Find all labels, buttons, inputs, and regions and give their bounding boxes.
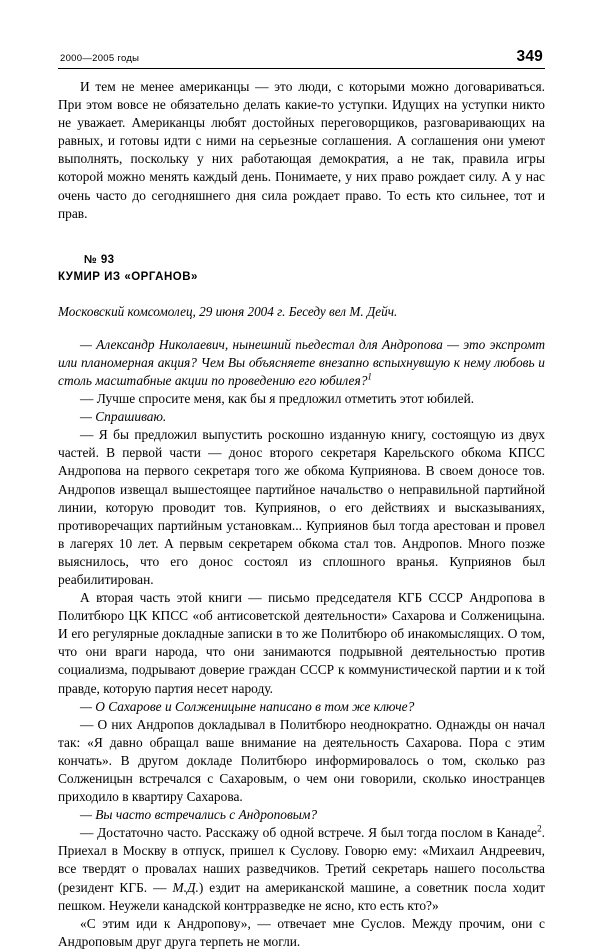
footnote-marker-1: 1 <box>367 371 372 382</box>
question-1-text: — Александр Николаевич, нынешний пьедестал для Андропова — это экспромт или планомерная акция? Чем Вы объясняете внезапно вспыхнувшую к нему любовь и столь масштабные акции по проведению его юбилея? <box>58 336 545 388</box>
paragraph-answer-5: «С этим иди к Андропову», — отвечает мне Суслов. Между прочим, они с Андроповым друг друга терпеть не могли. <box>58 915 545 949</box>
text-block <box>58 78 545 951</box>
footnote-marker-2: 2 <box>537 823 542 834</box>
spacer-after-source <box>58 320 545 336</box>
answer-4-part-2: . Приехал в Москву в отпуск, пришел к Суслову. Говорю ему: «Михаил Андреевич, все твердят о провалах наших разведчиков. Третий секретарь нашего посольства (резидент КГБ. — <box>58 825 545 895</box>
page-number: 349 <box>516 48 543 65</box>
source-attribution: Московский комсомолец, 29 июня 2004 г. Беседу вел М. Дейч. <box>58 303 398 319</box>
paragraph-answer-2: — Я бы предложил выпустить роскошно изданную книгу, состоящую из двух частей. В первой части — донос второго секретаря Карельского обкома КПСС Андропова на первого секретаря того же обкома Куприянова. В своем доносе тов. Андропов извещал вышестоящее партийное начальство о неправильной партийной линии, которую проводит тов. Куприянов, о его действиях и высказываниях, противоречащих партийным установкам... Куприянов был тогда арестован и провел в лагерях 10 лет. А первым секретарем обкома стал тов. Андропов. Много позже выяснилось, что его донос состоял из сплошного вранья. Куприянов был реабилитирован. <box>58 427 545 587</box>
answer-4-part-1: — Достаточно часто. Расскажу об одной встрече. Я был тогда послом в Канаде <box>80 825 538 841</box>
running-header-title: 2000—2005 годы <box>60 53 140 64</box>
paragraph-answer-1: — Лучше спросите меня, как бы я предложил отметить этот юбилей. <box>80 391 475 407</box>
paragraph-intro: И тем не менее американцы — это люди, с которыми можно договариваться. При этом вовсе не обязательно делать какие-то уступки. Идущих на уступки никто не уважает. Американцы любят достойных переговорщиков, разговаривающих на равных, и готовы идти с ними на серьезные соглашения. А соглашения они умеют выполнять, поскольку у них работающая демократия, а не так, правила игры которой можно менять каждый день. Понимаете, у них право рождает силу. А у нас очень часто до сегодняшнего дня сила рождает право. То есть кто сильнее, тот и прав. <box>58 79 545 221</box>
answer-4-initials-note: М.Д. <box>172 879 199 895</box>
paragraph-answer-3: — О них Андропов докладывал в Политбюро неоднократно. Однажды он начал так: «Я давно обращал ваше внимание на деятельность Сахарова. Пора с этим кончать». В другом докладе Политбюро информировалось о том, сколько раз Солженицын встречался с Сахаровым, о чем они говорили, сколько иностранцев приходило в квартиру Сахарова. <box>58 716 545 805</box>
paragraph-answer-2b: А вторая часть этой книги — письмо председателя КГБ СССР Андропова в Политбюро ЦК КПСС «об антисоветской деятельности» Сахарова и Солженицына. И его регулярные докладные записки в то же Политбюро об инакомыслящих. О том, что они враги народа, что они занимаются подрывной деятельностью против социализма, подрывают доверие граждан СССР к коммунистической партии и к той правде, которую партия несет народу. <box>58 590 545 696</box>
section-number: № 93 <box>84 253 115 266</box>
header-divider-rule <box>58 68 545 69</box>
running-header-row <box>58 48 545 68</box>
running-header <box>58 48 545 68</box>
paragraph-question-3: — О Сахарове и Солженицыне написано в том же ключе? <box>80 698 415 714</box>
answer-4-part-3: ) ездит на американской машине, а советник посла ходит пешком. Неужели канадской контрразведке не ясно, кто есть кто?» <box>58 879 545 913</box>
paragraph-answer-4 <box>58 824 545 914</box>
paragraph-question-1 <box>58 336 545 390</box>
section-heading <box>58 253 545 285</box>
section-title: КУМИР ИЗ «ОРГАНОВ» <box>58 270 198 283</box>
paragraph-question-2: — Спрашиваю. <box>80 409 167 425</box>
paragraph-question-4: — Вы часто встречались с Андроповым? <box>80 807 318 823</box>
